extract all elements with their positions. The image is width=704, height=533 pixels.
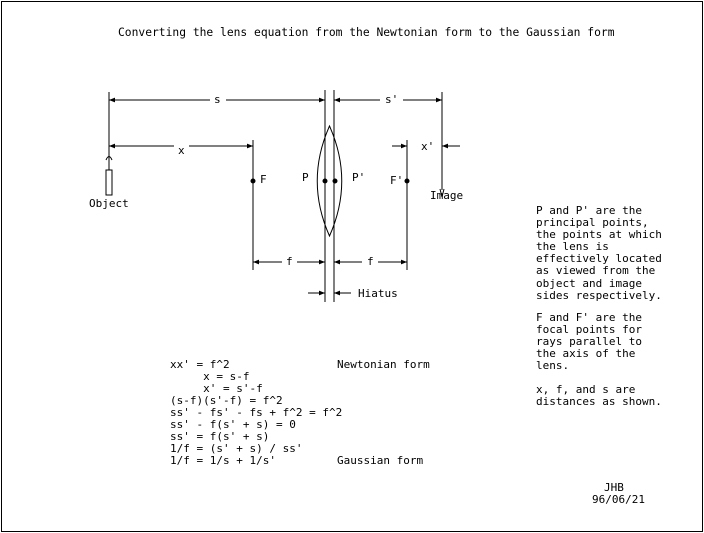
equation-form-label: Newtonian form	[337, 358, 430, 371]
label-p: P	[302, 171, 309, 184]
label-f-left: f	[286, 255, 293, 268]
note-principal-points: P and P' are the principal points, the points at which the lens is effectively located as viewed from the object and image sides respectively.	[536, 204, 662, 302]
label-object: Object	[89, 197, 129, 210]
principal-point-p	[323, 179, 327, 183]
note-distances: x, f, and s are distances as shown.	[536, 383, 662, 409]
lens-shape	[317, 126, 342, 236]
equation-expr: x' = s'-f	[170, 382, 263, 395]
equation-expr: ss' = f(s' + s)	[170, 430, 270, 443]
equation-expr: 1/f = (s' + s) / ss'	[170, 442, 303, 455]
label-f-focal: F	[260, 173, 267, 186]
principal-point-p-prime	[333, 179, 337, 183]
label-hiatus: Hiatus	[358, 287, 398, 300]
note-focal-points: F and F' are the focal points for rays parallel to the axis of the lens.	[536, 311, 642, 373]
label-x-prime: x'	[421, 140, 435, 153]
page-title: Converting the lens equation from the Newtonian form to the Gaussian form	[118, 26, 615, 39]
object-arrow	[106, 157, 112, 196]
lens-principal-planes	[325, 90, 334, 302]
label-x: x	[178, 144, 185, 157]
equation-expr: ss' - f(s' + s) = 0	[170, 418, 296, 431]
equation-expr: xx' = f^2	[170, 358, 230, 371]
equation-expr: (s-f)(s'-f) = f^2	[170, 394, 283, 407]
label-s-prime: s'	[385, 93, 399, 106]
equation-expr: x = s-f	[170, 370, 250, 383]
label-s: s	[214, 93, 221, 106]
signature-date: 96/06/21	[592, 493, 645, 506]
equation-expr: 1/f = 1/s + 1/s'	[170, 454, 276, 467]
equation-expr: ss' - fs' - fs + f^2 = f^2	[170, 406, 343, 419]
signature-author: JHB	[604, 481, 624, 494]
equation-form-label: Gaussian form	[337, 454, 424, 467]
label-p-prime: P'	[352, 171, 366, 184]
label-image: Image	[430, 189, 464, 202]
label-f-right: f	[367, 255, 374, 268]
label-f-prime-focal: F'	[390, 174, 404, 187]
